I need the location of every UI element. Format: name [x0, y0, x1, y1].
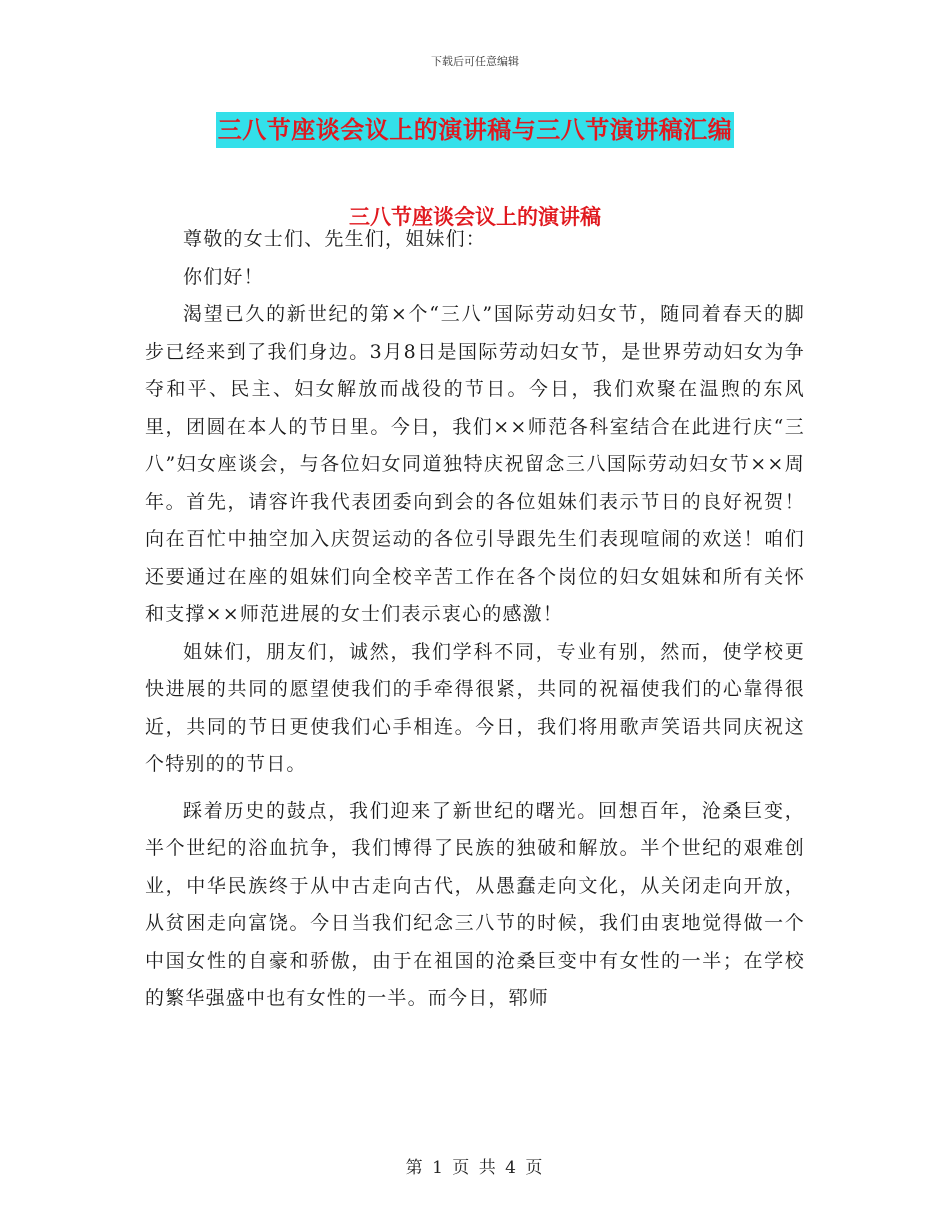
paragraph-body: 姐妹们，朋友们，诚然，我们学科不同，专业有别，然而，使学校更快进展的共同的愿望使我们的手牵得很紧，共同的祝福使我们的心靠得很近，共同的节日更使我们心手相连。今日，我们将用歌声笑语共同庆祝这个特别的的节日。: [145, 640, 805, 775]
main-title: 三八节座谈会议上的演讲稿与三八节演讲稿汇编: [216, 112, 735, 148]
paragraph-greeting: 你们好！: [183, 265, 264, 288]
paragraph-body: 渴望已久的新世纪的第×个“三八”国际劳动妇女节，随同着春天的脚步已经来到了我们身边。3月8日是国际劳动妇女节，是世界劳动妇女为争夺和平、民主、妇女解放而战役的节日。今日，我们欢聚在温煦的东风里，团圆在本人的节日里。今日，我们××师范各科室结合在此进行庆“三八”妇女座谈会，与各位妇女同道独特庆祝留念三八国际劳动妇女节××周年。首先，请容许我代表团委向到会的各位姐妹们表示节日的良好祝贺！向在百忙中抽空加入庆贺运动的各位引导跟先生们表现喧闹的欢送！咱们还要通过在座的姐妹们向全校辛苦工作在各个岗位的妇女姐妹和所有关怀和支撑××师范进展的女士们表示衷心的感激！: [145, 303, 805, 625]
document-body: [145, 221, 805, 1018]
section-title: 三八节座谈会议上的演讲稿: [349, 204, 601, 229]
main-title-container: [0, 112, 950, 148]
paragraph-salutation: 尊敬的女士们、先生们，姐妹们：: [183, 228, 487, 250]
paragraph-body: 踩着历史的鼓点，我们迎来了新世纪的曙光。回想百年，沧桑巨变，半个世纪的浴血抗争，我们博得了民族的独破和解放。半个世纪的艰难创业，中华民族终于从中古走向古代，从愚蠢走向文化，从关闭走向开放，从贫困走向富饶。今日当我们纪念三八节的时候，我们由衷地觉得做一个中国女性的自豪和骄傲，由于在祖国的沧桑巨变中有女性的一半；在学校的繁华强盛中也有女性的一半。而今日，郓师: [145, 799, 805, 1009]
page-header-note: 下载后可任意编辑: [431, 55, 519, 68]
page-number: 第 1 页 共 4 页: [405, 1158, 545, 1178]
